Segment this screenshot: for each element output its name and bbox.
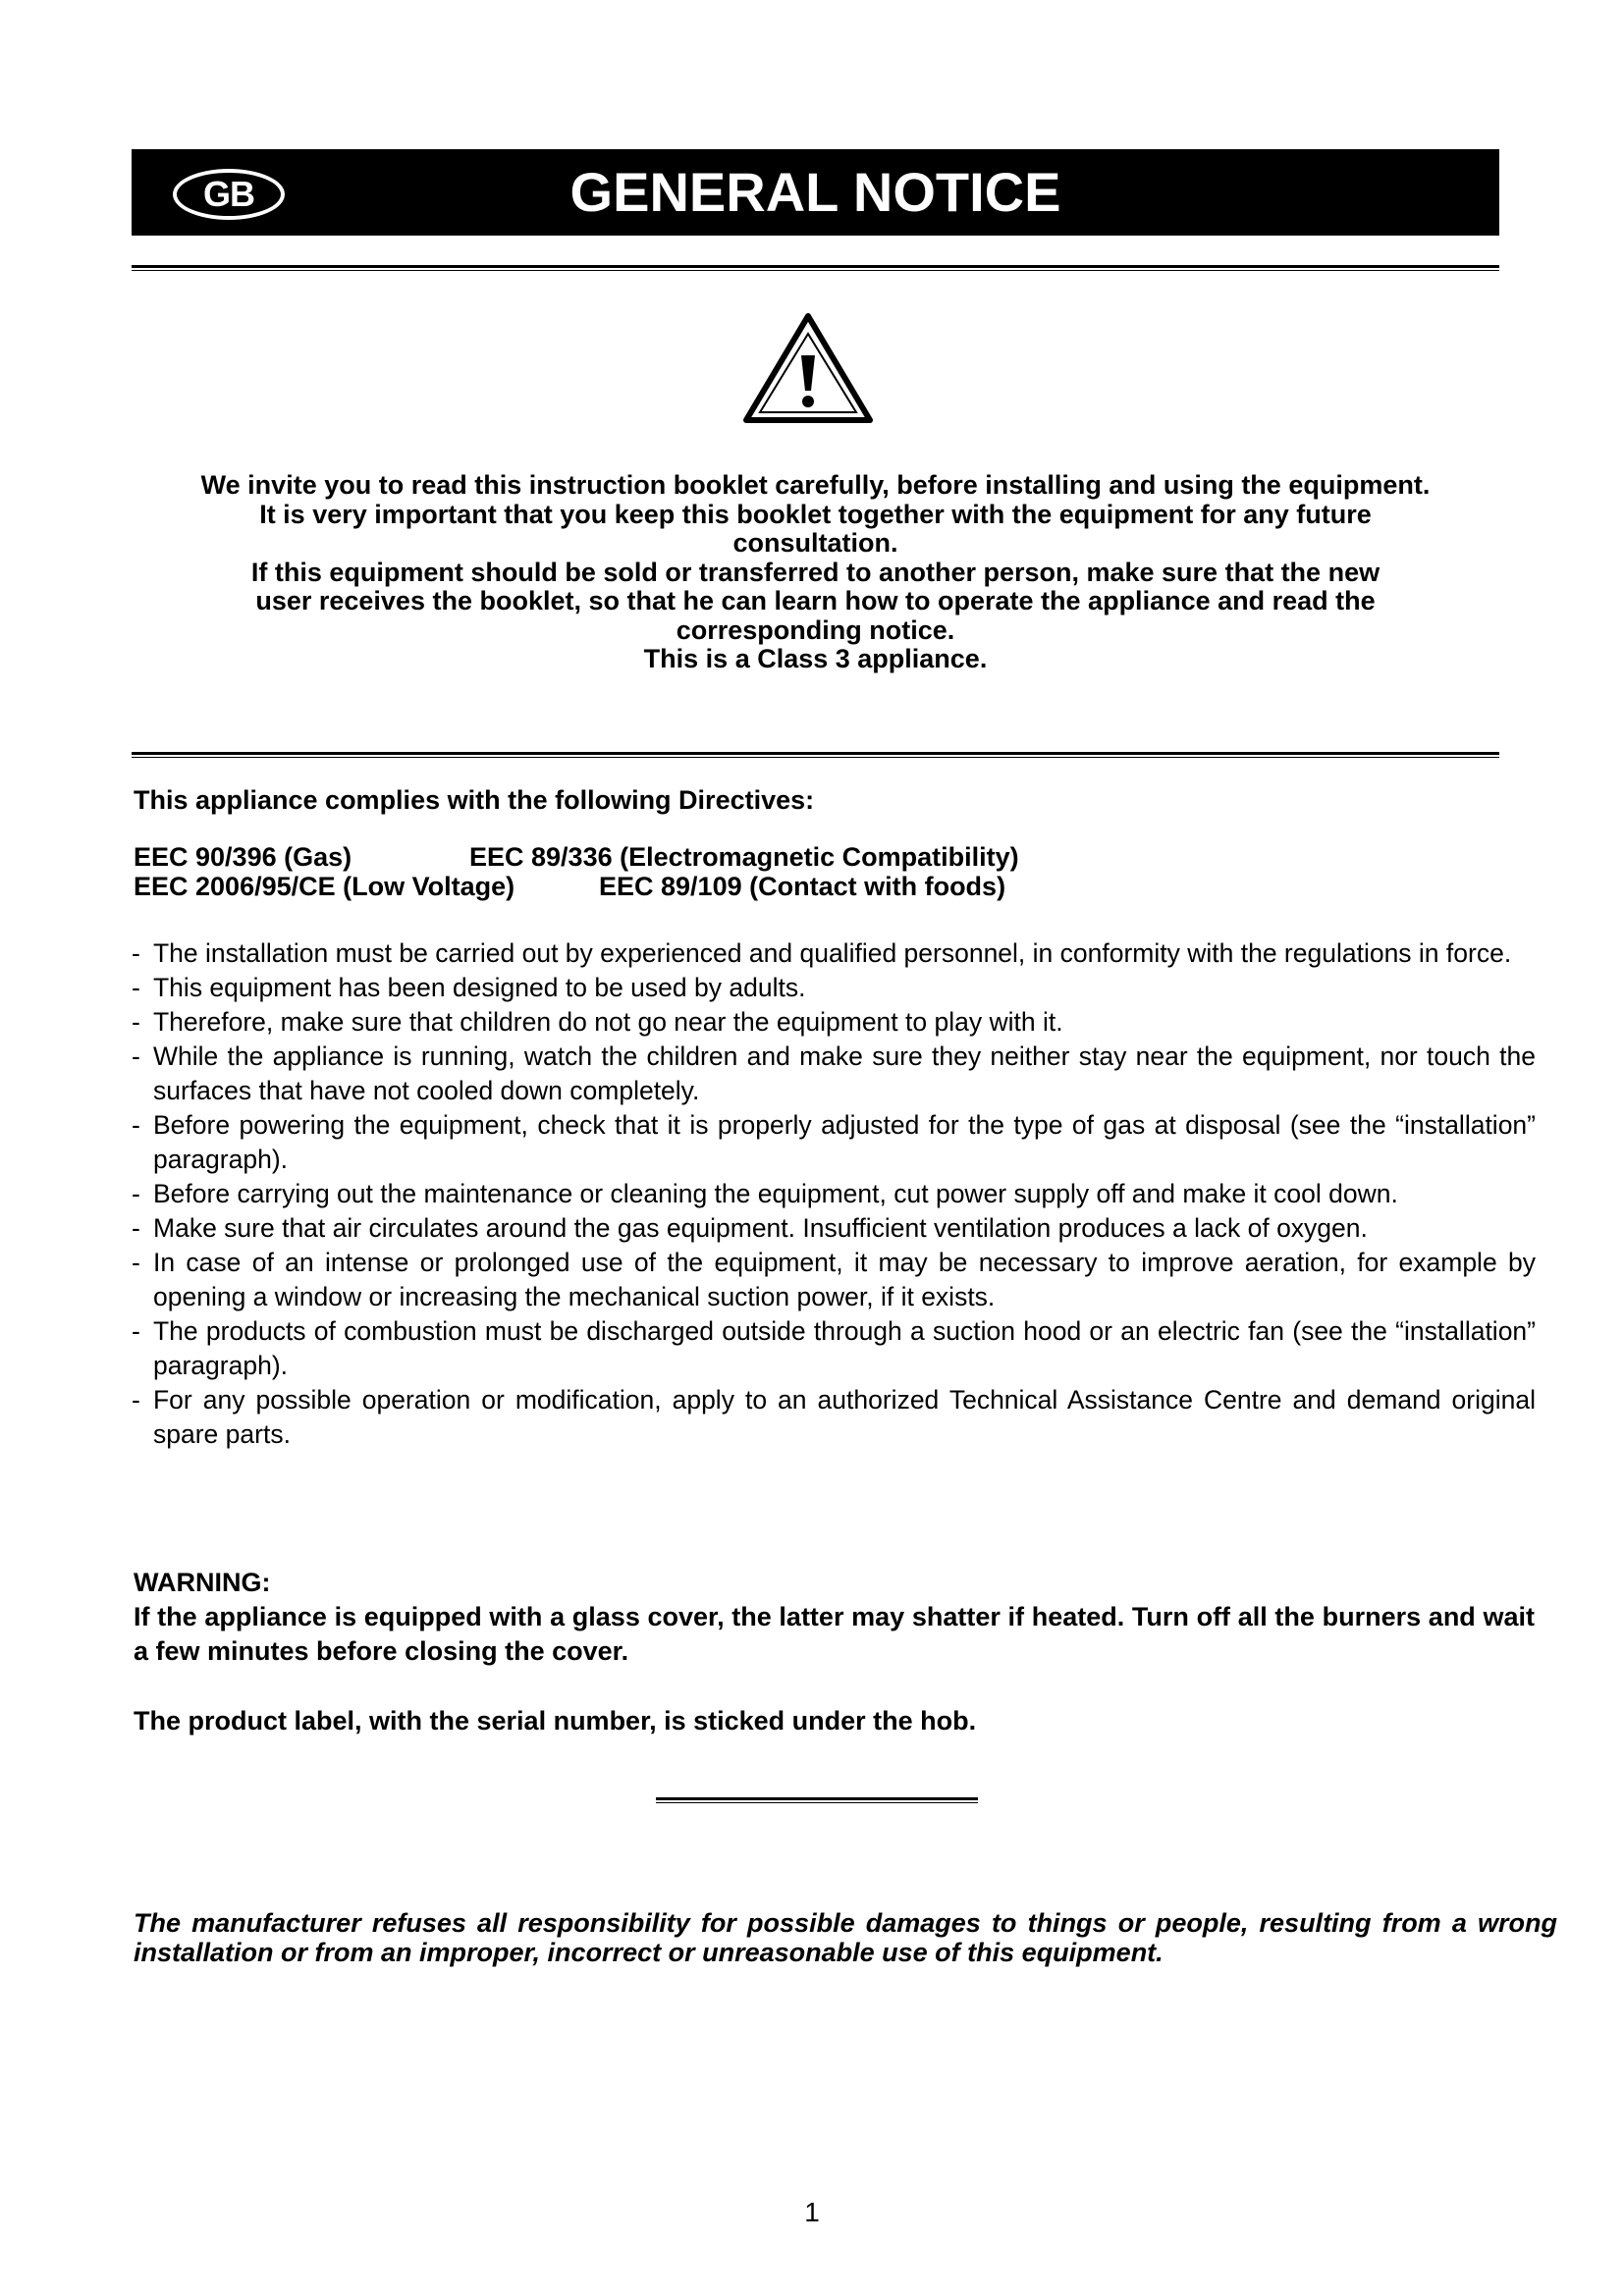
list-item: - For any possible operation or modification, apply to an authorized Technical Assistance Centre and demand original spare parts. (132, 1385, 1536, 1449)
intro-line: It is very important that you keep this booklet together with the equipment for any future (259, 499, 1372, 529)
divider-middle (132, 752, 1499, 758)
warning-text: If the appliance is equipped with a glass cover, the latter may shatter if heated. Turn off all the burners and wait a few minutes before closing the cover. (134, 1602, 1535, 1666)
intro-line: We invite you to read this instruction booklet carefully, before installing and using the equipment. (200, 470, 1431, 500)
directive-emc: EEC 89/336 (Electromagnetic Compatibility) (469, 842, 1019, 872)
liability-disclaimer: The manufacturer refuses all responsibility for possible damages to things or people, resulting from a wrong installation or from an improper, incorrect or unreasonable use of this equipment. (134, 1908, 1557, 1967)
intro-line: user receives the booklet, so that he can learn how to operate the appliance and read the (255, 586, 1376, 615)
divider-short (656, 1797, 978, 1803)
directives-heading: This appliance complies with the following Directives: (134, 785, 815, 815)
list-item: - Before carrying out the maintenance or cleaning the equipment, cut power supply off and make it cool down. (132, 1179, 1398, 1208)
list-item: - This equipment has been designed to be used by adults. (132, 973, 806, 1002)
intro-line: corresponding notice. (676, 614, 955, 645)
intro-line: If this equipment should be sold or transferred to another person, make sure that the new (250, 557, 1380, 587)
directives-row-2 (134, 872, 1005, 901)
list-item: - While the appliance is running, watch the children and make sure they neither stay near the equipment, nor touch the surfaces that have not cooled down completely. (132, 1041, 1536, 1105)
list-item: - Make sure that air circulates around the gas equipment. Insufficient ventilation produces a lack of oxygen. (132, 1213, 1368, 1243)
list-item: - Before powering the equipment, check that it is properly adjusted for the type of gas at disposal (see the “installation” paragraph). (132, 1110, 1536, 1174)
list-item: - Therefore, make sure that children do not go near the equipment to play with it. (132, 1007, 1063, 1037)
directives-row-1 (134, 842, 1019, 872)
intro-line: consultation. (732, 528, 898, 558)
list-item: - The products of combustion must be discharged outside through a suction hood or an electric fan (see the “installation” paragraph). (132, 1316, 1536, 1380)
divider-top (132, 265, 1499, 271)
page-title: GENERAL NOTICE (569, 161, 1061, 223)
list-item: - In case of an intense or prolonged use of the equipment, it may be necessary to improve aeration, for example by opening a window or increasing the mechanical suction power, if it exists. (132, 1248, 1536, 1311)
intro-line: This is a Class 3 appliance. (643, 644, 988, 673)
intro-paragraph (132, 471, 1499, 674)
directive-low-voltage: EEC 2006/95/CE (Low Voltage) (134, 872, 515, 901)
page-number: 1 (804, 2197, 820, 2227)
list-item: - The installation must be carried out by experienced and qualified personnel, in conformity with the regulations in force. (132, 938, 1512, 968)
product-label-note: The product label, with the serial number, is sticked under the hob. (134, 1706, 977, 1735)
safety-instructions-list (132, 936, 1536, 1452)
warning-triangle-icon (740, 310, 876, 426)
warning-heading: WARNING: (134, 1568, 271, 1597)
directive-gas: EEC 90/396 (Gas) (134, 842, 352, 872)
country-badge: GB (173, 169, 285, 220)
directive-food-contact: EEC 89/109 (Contact with foods) (599, 872, 1006, 901)
